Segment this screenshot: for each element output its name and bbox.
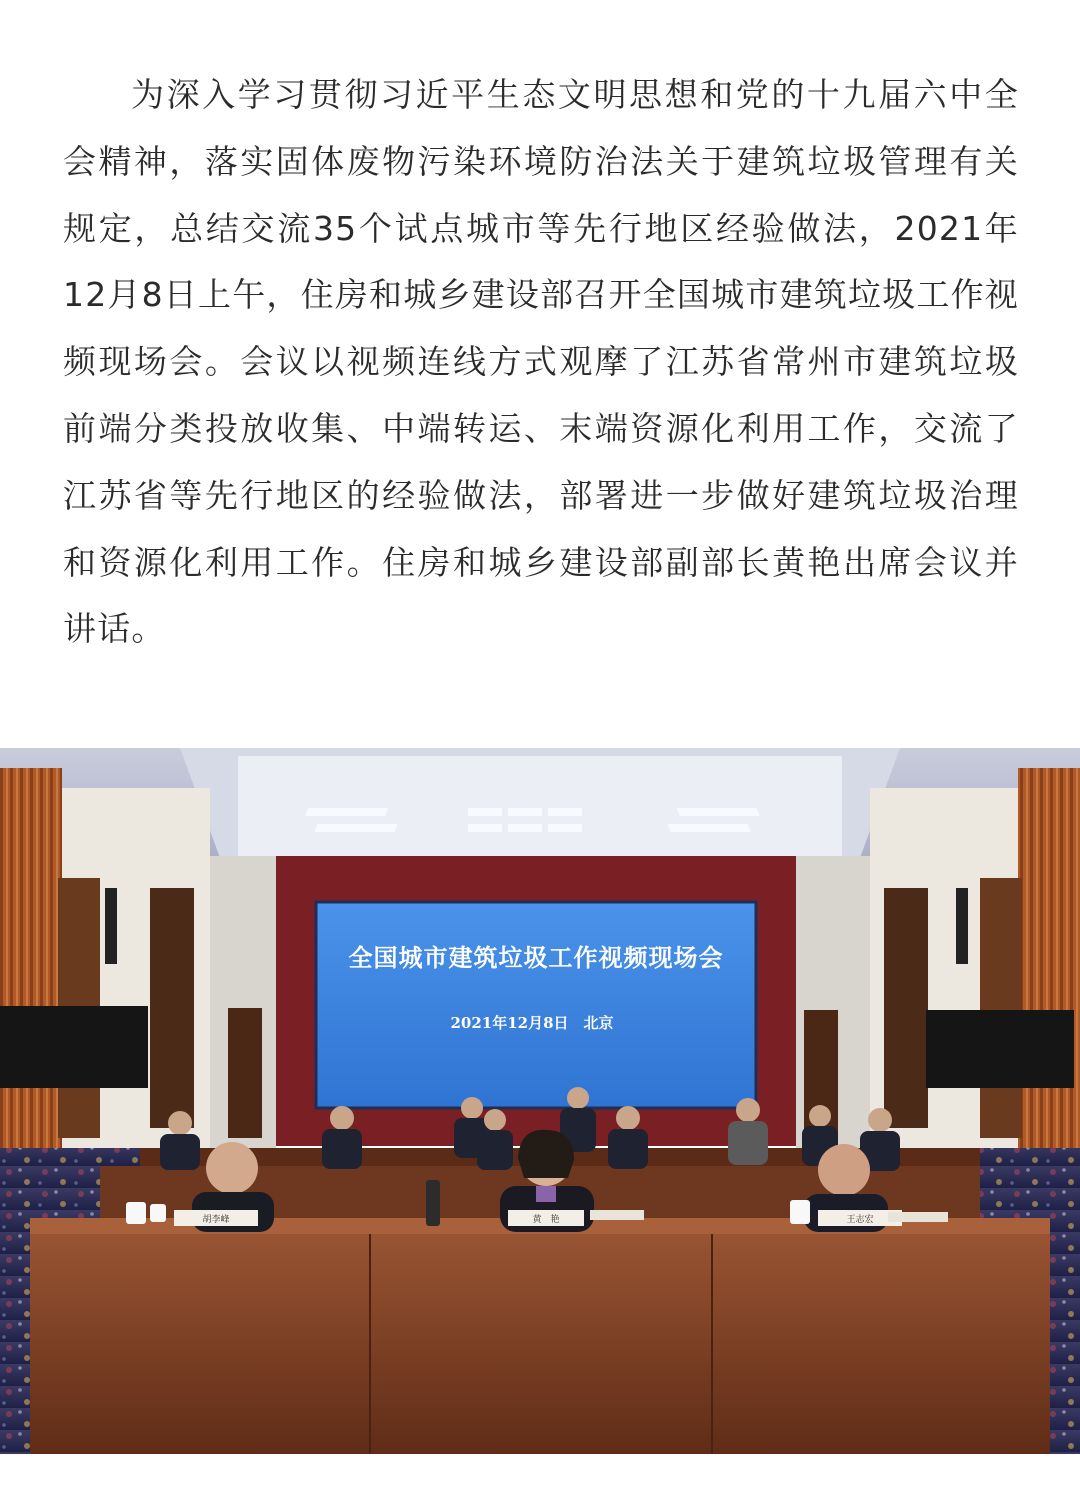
meeting-photo [0,748,1080,1454]
screen-title: 全国城市建筑垃圾工作视频现场会 [348,943,724,972]
right-curtain [1018,768,1080,1208]
nameplate-center-text: 黄 艳 [532,1215,560,1225]
left-curtain [0,768,62,1208]
left-tv [0,1006,148,1088]
projection-screen [316,902,756,1108]
screen-subtitle: 2021年12月8日 北京 [450,1014,614,1032]
nameplate-left-text: 胡李峰 [202,1215,230,1225]
nameplate-center [508,1210,584,1226]
nameplate-left [174,1210,258,1226]
front-table [30,1228,1050,1454]
article-paragraph: 为深入学习贯彻习近平生态文明思想和党的十九届六中全会精神，落实固体废物污染环境防治法关于建筑垃圾管理有关规定，总结交流35个试点城市等先行地区经验做法，2021年12月8日上午，住房和城乡建设部召开全国城市建筑垃圾工作视频现场会。会议以视频连线方式观摩了江苏省常州市建筑垃圾前端分类投放收集、中端转运、末端资源化利用工作，交流了江苏省等先行地区的经验做法，部署进一步做好建筑垃圾治理和资源化利用工作。住房和城乡建设部副部长黄艳出席会议并讲话。 [63,75,1019,649]
nameplate-right-text: 王志宏 [846,1215,874,1225]
right-tv [926,1010,1074,1088]
meeting-photo-illustration [0,748,1080,1454]
